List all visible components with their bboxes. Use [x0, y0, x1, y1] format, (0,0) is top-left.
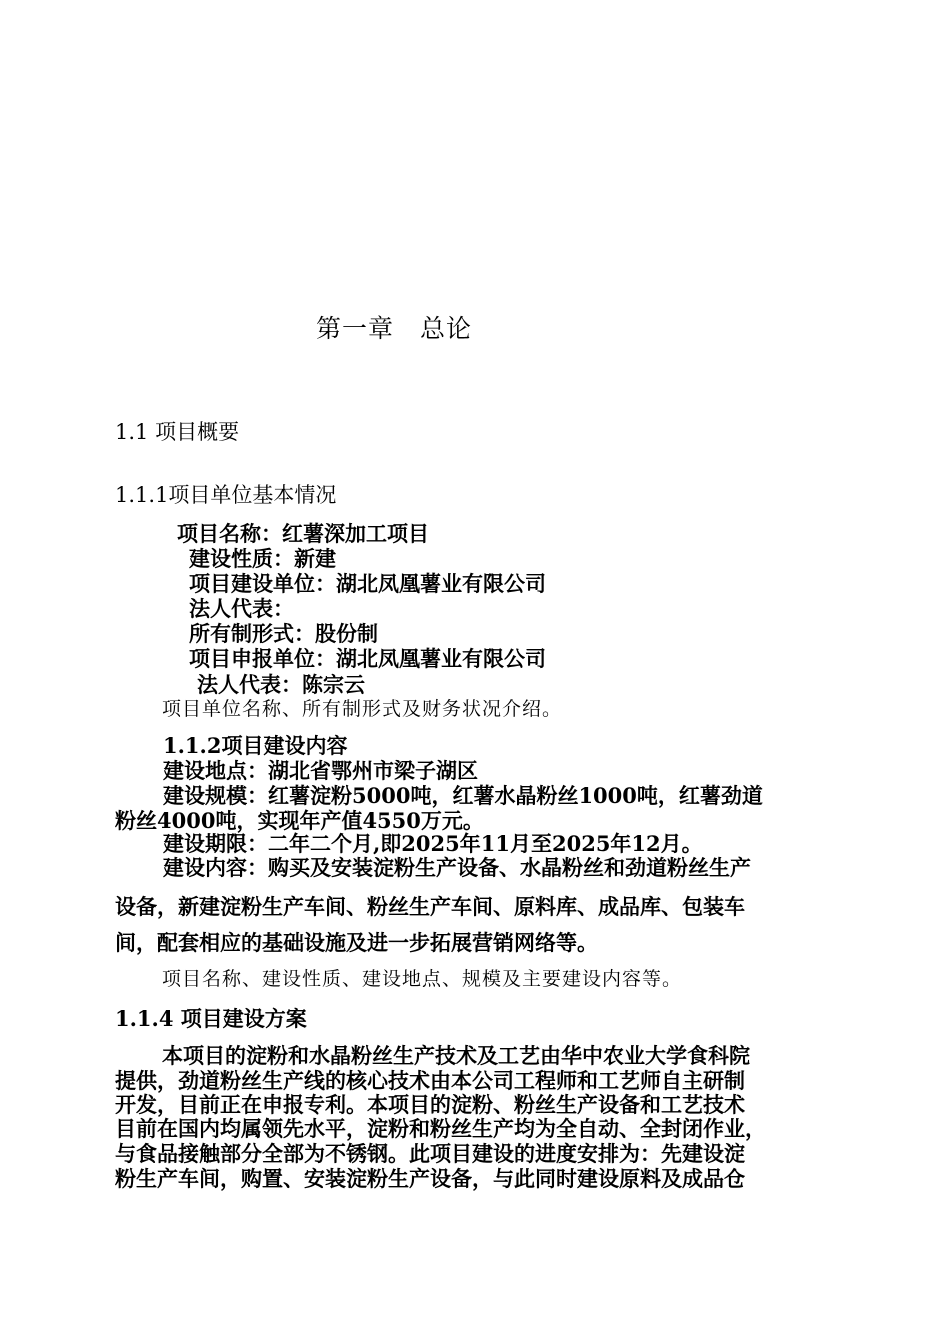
note-project-info: 项目名称、建设性质、建设地点、规模及主要建设内容等。: [162, 968, 683, 990]
section-1-1-4-heading: 1.1.4 项目建设方案: [115, 1006, 307, 1031]
info-construction-nature: 建设性质：新建: [189, 546, 336, 571]
note-unit-info: 项目单位名称、所有制形式及财务状况介绍。: [162, 698, 563, 720]
content-scope-line2: 设备，新建淀粉生产车间、粉丝生产车间、原料库、成品库、包装车: [115, 894, 745, 919]
info-construction-unit: 项目建设单位：湖北凤凰薯业有限公司: [189, 571, 546, 596]
content-scope-line1: 建设内容：购买及安装淀粉生产设备、水晶粉丝和劲道粉丝生产: [163, 855, 751, 880]
content-scale-line1: 建设规模：红薯淀粉5000吨，红薯水晶粉丝1000吨，红薯劲道: [163, 783, 763, 808]
chapter-title: 第一章 总论: [316, 314, 473, 343]
content-scope-line3: 间，配套相应的基础设施及进一步拓展营销网络等。: [115, 930, 598, 955]
info-legal-rep: 法人代表：陈宗云: [197, 672, 365, 697]
section-1-1-heading: 1.1 项目概要: [115, 420, 240, 444]
info-declaring-unit: 项目申报单位：湖北凤凰薯业有限公司: [189, 646, 546, 671]
content-period: 建设期限：二年二个月,即2025年11月至2025年12月。: [163, 831, 703, 856]
plan-line-6: 粉生产车间，购置、安装淀粉生产设备，与此同时建设原料及成品仓: [115, 1166, 745, 1191]
plan-line-4: 目前在国内均属领先水平，淀粉和粉丝生产均为全自动、全封闭作业，: [115, 1116, 766, 1141]
info-project-name: 项目名称：红薯深加工项目: [177, 521, 429, 546]
plan-line-2: 提供，劲道粉丝生产线的核心技术由本公司工程师和工艺师自主研制: [115, 1068, 745, 1093]
content-scale-line2: 粉丝4000吨，实现年产值4550万元。: [115, 808, 484, 833]
info-legal-rep-blank: 法人代表：: [189, 596, 294, 621]
plan-line-3: 开发，目前正在申报专利。本项目的淀粉、粉丝生产设备和工艺技术: [115, 1092, 745, 1117]
section-1-1-1-heading: 1.1.1项目单位基本情况: [115, 483, 337, 507]
section-1-1-2-heading: 1.1.2项目建设内容: [163, 733, 348, 758]
plan-line-1: 本项目的淀粉和水晶粉丝生产技术及工艺由华中农业大学食科院: [162, 1043, 750, 1068]
content-location: 建设地点：湖北省鄂州市梁子湖区: [163, 758, 478, 783]
plan-line-5: 与食品接触部分全部为不锈钢。此项目建设的进度安排为：先建设淀: [115, 1141, 745, 1166]
info-ownership: 所有制形式：股份制: [189, 621, 378, 646]
